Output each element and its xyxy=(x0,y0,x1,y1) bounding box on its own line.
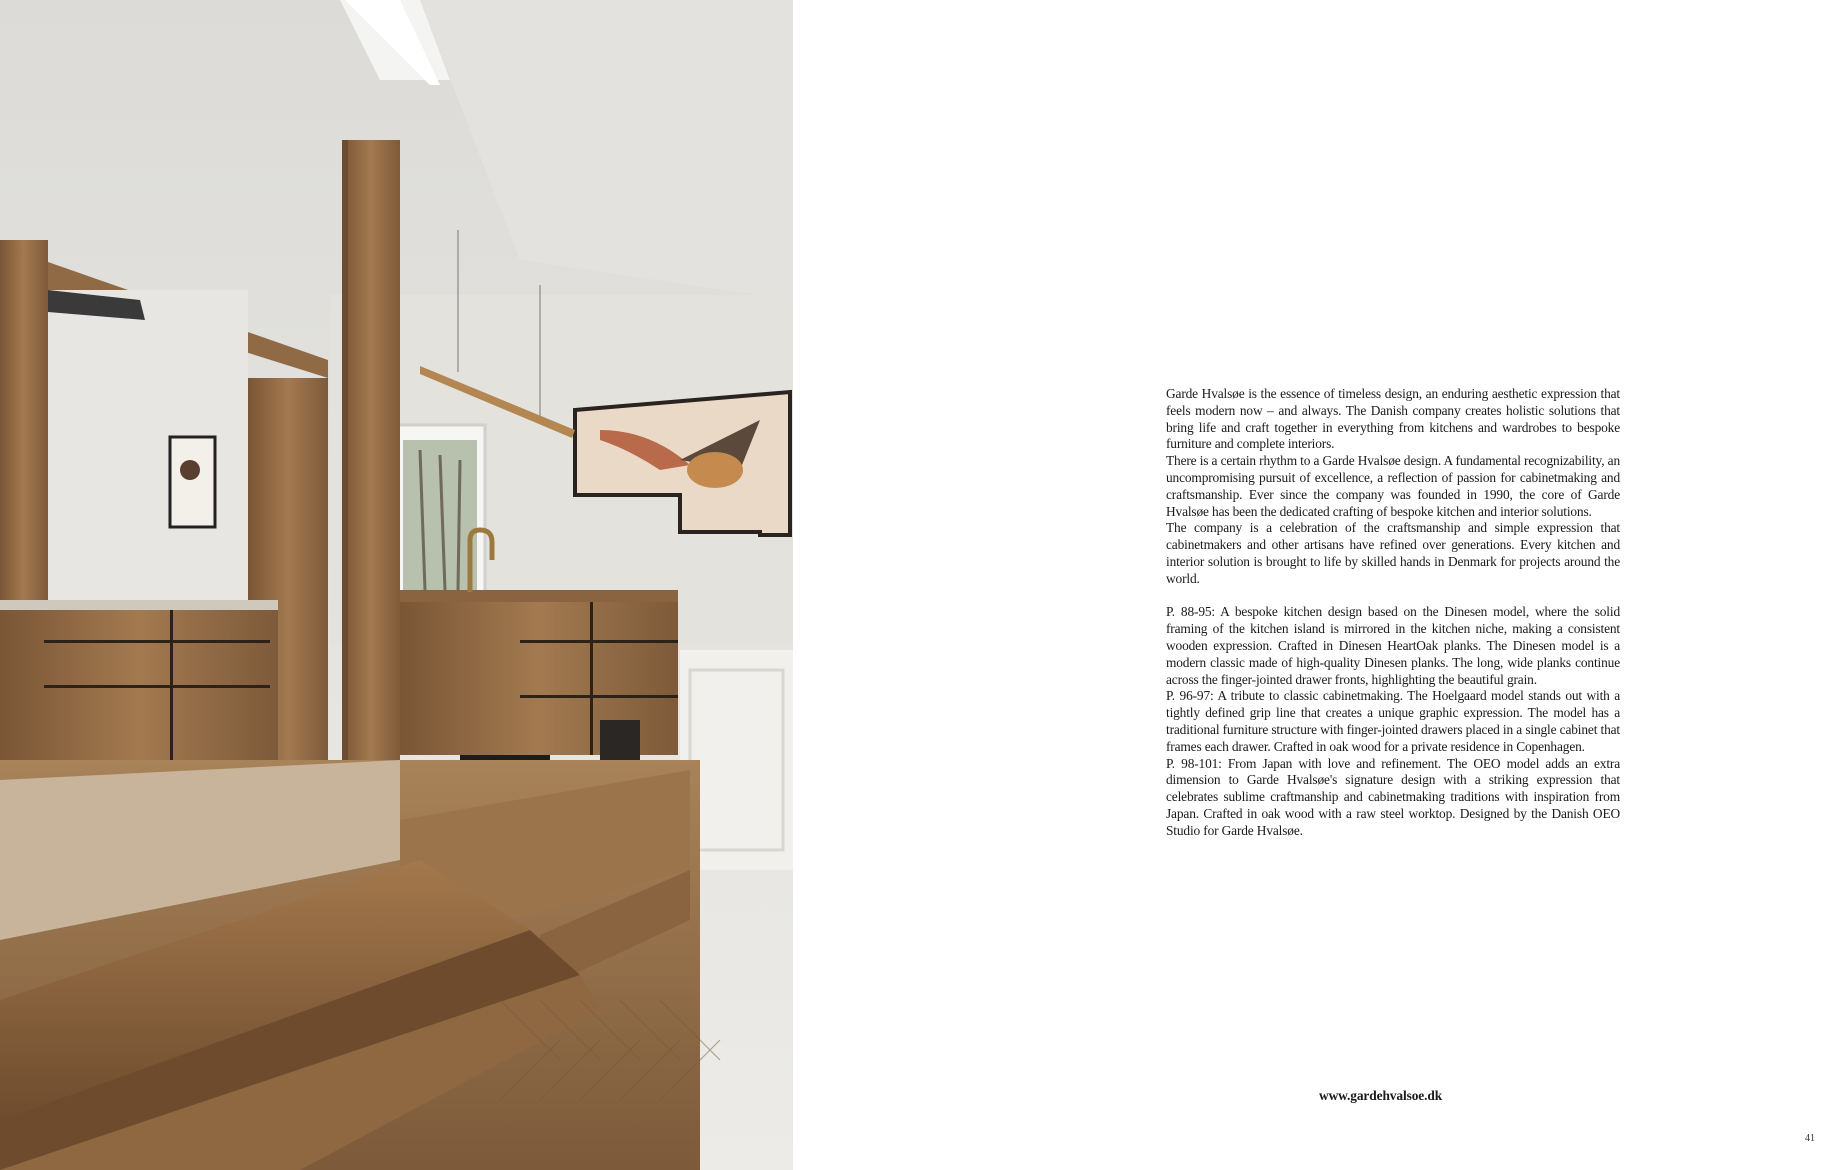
caption-88-95: P. 88-95: A bespoke kitchen design based on the Dinesen model, where the solid framing of the kitchen island is mirrored in the kitchen niche, making a consistent wooden expression. Crafted in Dinesen HeartOak planks. The Dinesen model is a modern classic made of high-quality Dinesen planks. The long, wide planks continue across the finger-jointed drawer fronts, highlighting the beautiful grain. xyxy=(1166,604,1620,687)
caption-98-101: P. 98-101: From Japan with love and refinement. The OEO model adds an extra dimension to Garde Hvalsøe's signature design with a striking expression that celebrates sublime craftmanship and cabinetmaking traditions with inspiration from Japan. Crafted in oak wood with a raw steel worktop. Designed by the Danish OEO Studio for Garde Hvalsøe. xyxy=(1166,755,1620,838)
website-link[interactable]: www.gardehvalsoe.dk xyxy=(1319,1088,1443,1103)
article-body xyxy=(1166,386,1620,840)
intro-paragraph-3: The company is a celebration of the craftsmanship and simple expression that cabinetmakers and other artisans have refined over generations. Every kitchen and interior solution is brought to life by skilled hands in Denmark for projects around the world. xyxy=(1166,520,1620,586)
intro-paragraph-1: Garde Hvalsøe is the essence of timeless design, an enduring aesthetic expression that feels modern now – and always. The Danish company creates holistic solutions that bring life and craft together in everything from kitchens and wardrobes to bespoke furniture and complete interiors. xyxy=(1166,386,1620,452)
caption-96-97: P. 96-97: A tribute to classic cabinetmaking. The Hoelgaard model stands out with a tightly defined grip line that creates a unique graphic expression. The model has a traditional furniture structure with finger-jointed drawers placed in a single cabinet that frames each drawer. Crafted in oak wood for a private residence in Copenhagen. xyxy=(1166,688,1620,754)
kitchen-photo xyxy=(0,0,793,1170)
page-number: 41 xyxy=(1805,1133,1815,1144)
intro-paragraph-2: There is a certain rhythm to a Garde Hvalsøe design. A fundamental recognizability, an uncompromising pursuit of excellence, a reflection of passion for cabinetmaking and craftsmanship. Ever since the company was founded in 1990, the core of Garde Hvalsøe has been the dedicated crafting of bespoke kitchen and interior solutions. xyxy=(1166,453,1620,519)
